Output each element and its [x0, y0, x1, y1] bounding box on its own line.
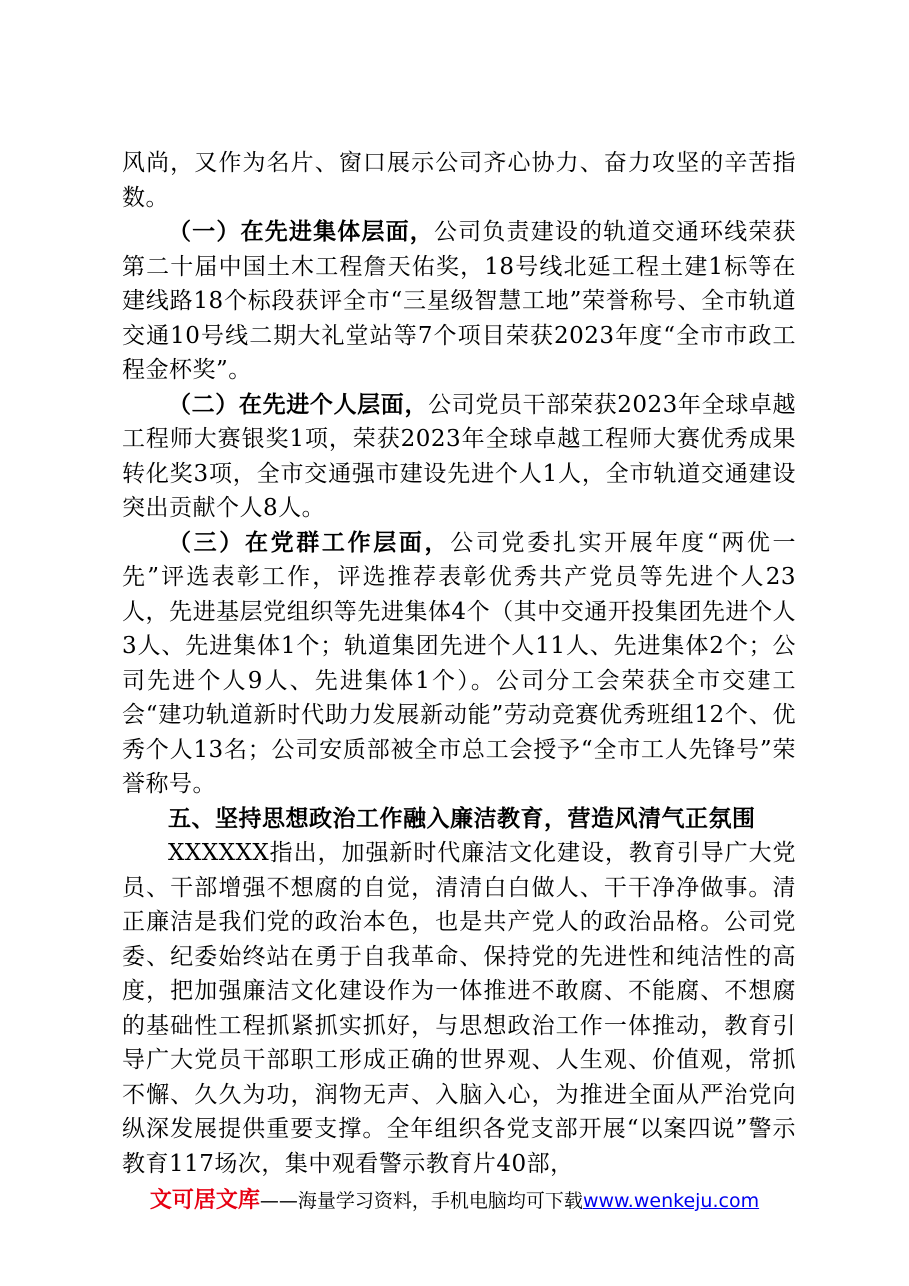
footer-banner: [0, 1183, 909, 1214]
footer-url-link[interactable]: www.wenkeju.com: [582, 1190, 760, 1212]
item-2-lead: （二）在先进个人层面，: [168, 391, 429, 418]
paragraph-item-2: [122, 388, 796, 526]
item-1-text: 公司负责建设的轨道交通环线荣获第二十届中国土木工程詹天佑奖，18号线北延工程土建1标等在建线路18个标段获评全市“三星级智慧工地”荣誉称号、全市轨道交通10号线二期大礼堂站等7个项目荣获2023年度“全市市政工程金杯奖”。: [122, 219, 797, 383]
paragraph-item-3: [122, 526, 796, 802]
footer-tagline: ——海量学习资料，手机电脑均可下载: [259, 1190, 583, 1212]
item-2-text: 公司党员干部荣获2023年全球卓越工程师大赛银奖1项，荣获2023年全球卓越工程师大赛优秀成果转化奖3项，全市交通强市建设先进个人1人，全市轨道交通建设突出贡献个人8人。: [122, 391, 796, 521]
document-body: [122, 146, 796, 1181]
item-3-lead: （三）在党群工作层面，: [168, 529, 451, 556]
item-1-lead: （一）在先进集体层面，: [168, 219, 434, 245]
section-5-heading: 五、坚持思想政治工作融入廉洁教育，营造风清气正氛围: [168, 805, 756, 832]
paragraph-section-5: XXXXXX指出，加强新时代廉洁文化建设，教育引导广大党员、干部增强不想腐的自觉，清清白白做人、干干净净做事。清正廉洁是我们党的政治本色，也是共产党人的政治品格。公司党委、纪委始终站在勇于自我革命、保持党的先进性和纯洁性的高度，把加强廉洁文化建设作为一体推进不敢腐、不能腐、不想腐的基础性工程抓紧抓实抓好，与思想政治工作一体推动，教育引导广大党员干部职工形成正确的世界观、人生观、价值观，常抓不懈、久久为功，润物无声、入脑入心，为推进全面从严治党向纵深发展提供重要支撑。全年组织各党支部开展“以案四说”警示教育117场次，集中观看警示教育片40部，: [122, 840, 796, 1177]
paragraph-continuation: 风尚，又作为名片、窗口展示公司齐心协力、奋力攻坚的辛苦指数。: [122, 150, 796, 211]
paragraph-item-1: [122, 215, 796, 388]
footer-brand: 文可居文库: [149, 1188, 260, 1213]
item-3-text: 公司党委扎实开展年度“两优一先”评选表彰工作，评选推荐表彰优秀共产党员等先进个人23人，先进基层党组织等先进集体4个（其中交通开投集团先进个人3人、先进集体1个；轨道集团先进个人11人、先进集体2个；公司先进个人9人、先进集体1个）。公司分工会荣获全市交建工会“建功轨道新时代助力发展新动能”劳动竞赛优秀班组12个、优秀个人13名；公司安质部被全市总工会授予“全市工人先锋号”荣誉称号。: [122, 529, 796, 797]
